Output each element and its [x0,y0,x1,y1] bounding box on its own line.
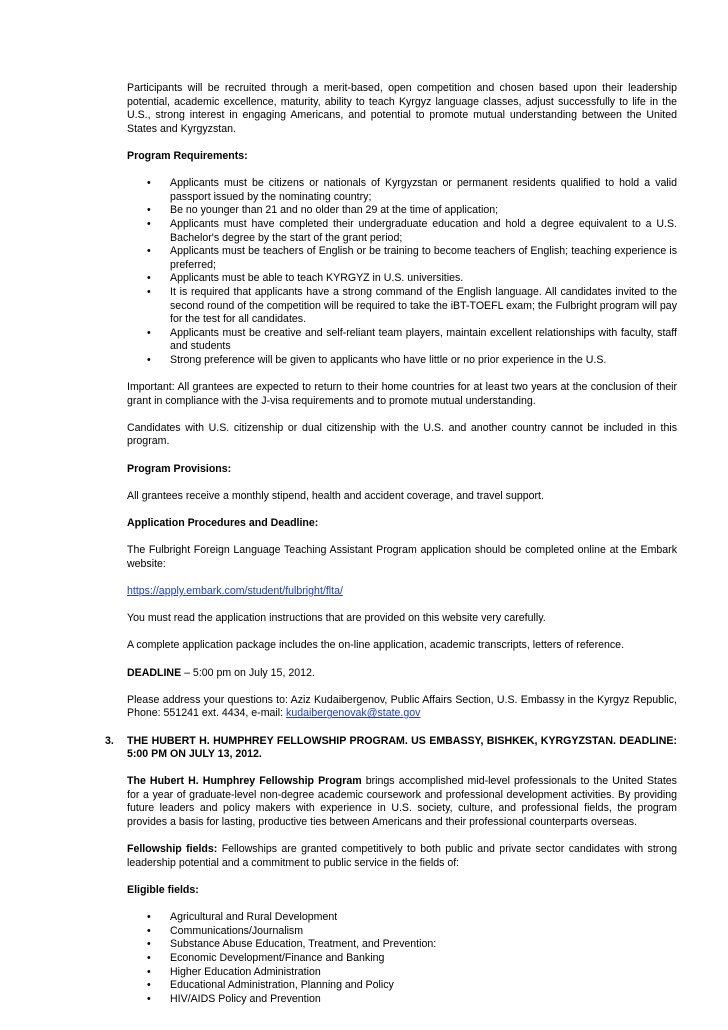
list-item: • Educational Administration, Planning and Policy [147,979,394,992]
requirements-heading: Program Requirements: [127,149,248,162]
bullet-icon: • [147,204,151,217]
list-item: • It is required that applicants have a strong command of the English language. All candidates invited to the second round of the competition will be required to take the iBT-TOEFL exam; the Fulbright program will pay for the test for all candidates. [147,285,677,326]
contact-text: Please address your questions to: Aziz Kudaibergenov, Public Affairs Section, U.S. Embassy in the Kyrgyz Republic, Phone: 551241 ext. 4434, e-mail: [127,693,677,720]
description-text: brings accomplished mid-level professionals to the United States for a year of graduate-level non-degree academic coursework and professional development activities. By providing future leaders and policy makers with experience in U.S. society, culture, and professional fields, the program provides a basis for lasting, productive ties between Americans and their professional counterparts overseas. [127,775,677,829]
section-3 [105,734,677,762]
list-item: • Be no younger than 21 and no older than 29 at the time of application; [147,204,499,217]
list-item: • Agricultural and Rural Development [147,911,338,924]
list-item: • Applicants must be teachers of English or be training to become teachers of English; teaching experience is preferred; [147,245,677,271]
list-item: • Strong preference will be given to applicants who have little or no prior experience in the U.S. [147,353,607,366]
bullet-icon: • [147,952,151,964]
bullet-icon: • [147,992,151,1005]
bullet-icon: • [147,911,151,924]
bullet-icon: • [147,965,151,978]
procedures-heading: Application Procedures and Deadline: [127,517,319,529]
bullet-icon: • [147,979,151,992]
list-item: • Applicants must be citizens or nationals of Kyrgyzstan or permanent residents qualified to hold a valid passport issued by the nominating country; [147,177,677,203]
bullet-icon: • [147,272,151,285]
list-item: • Applicants must be creative and self-reliant team players, maintain excellent relationships with faculty, staff and students [147,326,677,353]
eligible-heading: Eligible fields: [127,884,199,897]
section-title: THE HUBERT H. HUMPHREY FELLOWSHIP PROGRAM. US EMBASSY, BISHKEK, KYRGYZSTAN. DEADLINE: 5:00 PM ON JULY 13, 2012. [127,734,677,761]
list-item: • Communications/Journalism [147,924,304,937]
bullet-icon: • [147,285,151,298]
bullet-icon: • [147,353,151,366]
instructions-paragraph: You must read the application instructions that are provided on this website very carefully. [127,612,546,625]
eligible-fields-list [127,911,677,1006]
intro-paragraph: Participants will be recruited through a merit-based, open competition and chosen based upon their leadership potential, academic excellence, maturity, ability to teach Kyrgyz language classes, adjust successfully to life in the U.S., strong interest in engaging Americans, and potential to promote mutual understanding between the United States and Kyrgyzstan. [127,82,677,135]
humphrey-description [127,775,677,829]
list-item: • Applicants must have completed their undergraduate education and hold a degree equivalent to a U.S. Bachelor's degree by the start of the grant period; [147,217,677,244]
list-item: • HIV/AIDS Policy and Prevention [147,992,321,1005]
provisions-paragraph: All grantees receive a monthly stipend, health and accident coverage, and travel support. [127,489,544,502]
section-number: 3. [105,734,114,747]
deadline-label: DEADLINE [127,666,182,679]
embark-link[interactable]: https://apply.embark.com/student/fulbright/flta/ [127,584,343,597]
bullet-icon: • [147,217,151,230]
fields-label: Fellowship fields: [127,843,218,856]
list-item: • Substance Abuse Education, Treatment, and Prevention: [147,938,437,951]
fields-paragraph [127,843,677,870]
bullet-icon: • [147,326,151,339]
program-name: The Hubert H. Humphrey Fellowship Program [127,775,362,788]
bullet-icon: • [147,938,151,951]
document-page [105,82,677,1020]
bullet-icon: • [147,177,151,190]
list-item: • Higher Education Administration [147,965,321,978]
deadline-text: – 5:00 pm on July 15, 2012. [181,666,315,679]
list-item: • Economic Development/Finance and Banking [147,952,385,964]
list-item: • Applicants must be able to teach KYRGYZ in U.S. universities. [147,272,464,285]
citizenship-paragraph: Candidates with U.S. citizenship or dual citizenship with the U.S. and another country cannot be included in this program. [127,421,677,448]
bullet-icon: • [147,924,151,937]
important-paragraph: Important: All grantees are expected to return to their home countries for at least two years at the conclusion of their grant in compliance with the J-visa requirements and to promote mutual understanding. [127,381,677,407]
fields-text: Fellowships are granted competitively to both public and private sector candidates with strong leadership potential and a commitment to public service in the fields of: [127,843,677,869]
contact-email-link[interactable]: kudaibergenovak@state.gov [286,707,421,720]
package-paragraph: A complete application package includes the on-line application, academic transcripts, letters of reference. [127,639,625,652]
requirements-list [127,177,677,367]
contact-paragraph [127,694,677,721]
procedures-paragraph: The Fulbright Foreign Language Teaching Assistant Program application should be completed online at the Embark website: [127,544,677,570]
deadline-paragraph [127,667,677,681]
provisions-heading: Program Provisions: [127,462,232,475]
bullet-icon: • [147,245,151,258]
